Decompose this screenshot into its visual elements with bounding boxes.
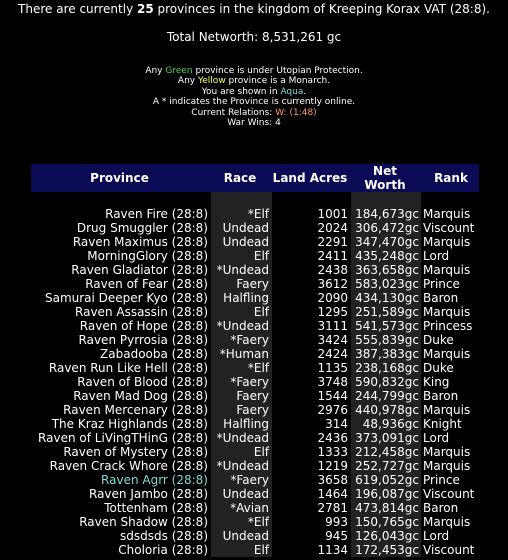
rank-cell: Prince [423,473,460,487]
networth-cell: 440,978gc [351,403,421,417]
table-row [31,277,479,291]
acres-cell: 3424 [317,333,348,347]
table-row [31,417,479,431]
province-name[interactable]: MorningGlory (28:8) [87,249,208,263]
race-cell: Faery [211,403,272,417]
table-row [31,263,479,277]
networth-cell: 590,832gc [351,375,421,389]
table-row [31,249,479,263]
race-cell: *Human [211,347,272,361]
rank-cell: Marquis [423,515,471,529]
war-wins: War Wins: 4 [227,118,281,129]
table-row [31,543,479,557]
province-name[interactable]: Raven Agrr (28:8) [101,473,208,487]
rank-cell: Marquis [423,235,471,249]
table-row [31,347,479,361]
rank-cell: Prince [423,277,460,291]
race-cell: Elf [211,305,272,319]
rank-cell: Marquis [423,459,471,473]
province-name[interactable]: Raven Gladiator (28:8) [71,263,208,277]
race-cell: Elf [211,543,272,557]
province-name[interactable]: sdsdsds (28:8) [120,529,208,543]
table-row [31,501,479,515]
province-name[interactable]: Raven of Hope (28:8) [79,319,208,333]
rank-cell: Marquis [423,263,471,277]
race-cell: *Undead [211,319,272,333]
province-name[interactable]: Raven Fire (28:8) [105,207,208,221]
rank-cell: Princess [423,319,473,333]
race-cell: *Undead [211,263,272,277]
table-row [31,529,479,543]
race-cell: Undead [211,529,272,543]
table-row [31,431,479,445]
col-race: Race [211,164,272,192]
race-cell: *Faery [211,473,272,487]
province-name[interactable]: Raven Run Like Hell (28:8) [48,361,208,375]
race-cell: *Undead [211,431,272,445]
table-row [31,319,479,333]
rank-cell: Marquis [423,403,471,417]
rank-cell: Marquis [423,445,471,459]
province-count: 25 [137,2,154,16]
networth-cell: 252,727gc [351,459,421,473]
province-name[interactable]: Raven of Mystery (28:8) [63,445,208,459]
acres-cell: 1134 [317,543,348,557]
acres-cell: 2438 [317,263,348,277]
networth-cell: 48,936gc [351,417,421,431]
table-row [31,445,479,459]
province-name[interactable]: Raven of LiVingTHinG (28:8) [38,431,208,445]
table-row [31,473,479,487]
col-rank: Rank [421,164,479,192]
province-name[interactable]: Raven Mercenary (28:8) [63,403,208,417]
rank-cell: Marquis [423,207,471,221]
table-row [31,515,479,529]
province-name[interactable]: Choloria (28:8) [118,543,208,557]
table-row [31,487,479,501]
rank-cell: Marquis [423,347,471,361]
table-row [31,459,479,473]
race-cell: *Elf [211,207,272,221]
race-cell: Elf [211,249,272,263]
networth-cell: 150,765gc [351,515,421,529]
networth-cell: 434,130gc [351,291,421,305]
networth-cell: 473,814gc [351,501,421,515]
rank-cell: Viscount [423,543,475,557]
province-name[interactable]: Raven Pyrrosia (28:8) [78,333,208,347]
networth-cell: 306,472gc [351,221,421,235]
race-cell: *Avian [211,501,272,515]
rank-cell: King [423,375,450,389]
rank-cell: Lord [423,249,450,263]
total-networth: Total Networth: 8,531,261 gc [166,30,342,44]
networth-cell: 435,248gc [351,249,421,263]
race-cell: *Undead [211,459,272,473]
table-header [31,164,479,192]
acres-cell: 2781 [317,501,348,515]
province-name[interactable]: Drug Smuggler (28:8) [76,221,208,235]
table-row [31,221,479,235]
rank-cell: Duke [423,333,454,347]
province-name[interactable]: Raven Assassin (28:8) [75,305,208,319]
province-name[interactable]: Tottenham (28:8) [104,501,208,515]
rank-cell: Lord [423,431,450,445]
legend-monarch: Any Yellow province is a Monarch. [177,76,331,87]
acres-cell: 1295 [317,305,348,319]
table-row [31,333,479,347]
table-row [31,291,479,305]
rank-cell: Viscount [423,487,475,501]
networth-cell: 172,453gc [351,543,421,557]
rank-cell: Marquis [423,305,471,319]
race-cell: Undead [211,235,272,249]
province-name[interactable]: Raven Shadow (28:8) [79,515,208,529]
col-acres: Land Acres [272,164,351,192]
province-name[interactable]: Raven Mad Dog (28:8) [73,389,208,403]
kingdom-summary: There are currently 25 provinces in the kingdom of Kreeping Korax VAT (28:8). [18,2,490,16]
table-row [31,375,479,389]
race-cell: Undead [211,487,272,501]
networth-cell: 212,458gc [351,445,421,459]
race-cell: Elf [211,445,272,459]
acres-cell: 1544 [317,389,348,403]
rank-cell: Baron [423,291,459,305]
networth-cell: 196,087gc [351,487,421,501]
acres-cell: 2436 [317,431,348,445]
networth-cell: 619,052gc [351,473,421,487]
networth-cell: 363,658gc [351,263,421,277]
networth-cell: 387,383gc [351,347,421,361]
race-cell: Halfling [211,291,272,305]
acres-cell: 3658 [317,473,348,487]
race-cell: *Faery [211,333,272,347]
race-cell: *Faery [211,375,272,389]
acres-cell: 2424 [317,347,348,361]
acres-cell: 2024 [317,221,348,235]
rank-cell: Lord [423,529,450,543]
acres-cell: 1464 [317,487,348,501]
acres-cell: 1135 [317,361,348,375]
province-name[interactable]: Raven Jambo (28:8) [89,487,208,501]
race-cell: Undead [211,221,272,235]
networth-cell: 251,589gc [351,305,421,319]
rank-cell: Viscount [423,221,475,235]
networth-cell: 244,799gc [351,389,421,403]
province-name[interactable]: Raven of Fear (28:8) [85,277,208,291]
legend-self: You are shown in Aqua. [201,86,307,97]
col-province: Province [31,164,211,192]
race-cell: Halfling [211,417,272,431]
race-cell: *Elf [211,515,272,529]
province-name[interactable]: Raven of Blood (28:8) [77,375,208,389]
table-row [31,207,479,221]
networth-cell: 373,091gc [351,431,421,445]
acres-cell: 3612 [317,277,348,291]
acres-cell: 945 [325,529,348,543]
race-cell: Faery [211,277,272,291]
acres-cell: 2090 [317,291,348,305]
rank-cell: Knight [423,417,462,431]
province-name[interactable]: Zabadooba (28:8) [100,347,208,361]
race-cell: Faery [211,389,272,403]
province-name[interactable]: Raven Maximus (28:8) [72,235,208,249]
col-networth: Net Worth [351,164,421,192]
legend-online: A * indicates the Province is currently online. [152,97,356,108]
acres-cell: 2411 [317,249,348,263]
networth-cell: 238,168gc [351,361,421,375]
networth-cell: 541,573gc [351,319,421,333]
networth-cell: 583,023gc [351,277,421,291]
networth-cell: 184,673gc [351,207,421,221]
acres-cell: 1001 [317,207,348,221]
table-row [31,389,479,403]
acres-cell: 2976 [317,403,348,417]
table-row [31,403,479,417]
acres-cell: 3748 [317,375,348,389]
acres-cell: 2291 [317,235,348,249]
rank-cell: Baron [423,501,459,515]
acres-cell: 993 [325,515,348,529]
networth-cell: 555,839gc [351,333,421,347]
acres-cell: 1219 [317,459,348,473]
table-row [31,305,479,319]
legend-protection: Any Green province is under Utopian Protection. [145,66,363,76]
acres-cell: 3111 [317,319,348,333]
acres-cell: 314 [325,417,348,431]
table-row [31,235,479,249]
table-row [31,361,479,375]
race-cell: *Elf [211,361,272,375]
legend [0,66,508,128]
rank-cell: Baron [423,389,459,403]
networth-cell: 126,043gc [351,529,421,543]
current-relations: Current Relations: W: (1:48) [191,107,317,118]
province-name[interactable]: The Kraz Highlands (28:8) [51,417,208,431]
rank-cell: Duke [423,361,454,375]
networth-cell: 347,470gc [351,235,421,249]
acres-cell: 1333 [317,445,348,459]
province-name[interactable]: Samurai Deeper Kyo (28:8) [44,291,208,305]
province-table [31,164,479,557]
province-name[interactable]: Raven Crack Whore (28:8) [49,459,208,473]
